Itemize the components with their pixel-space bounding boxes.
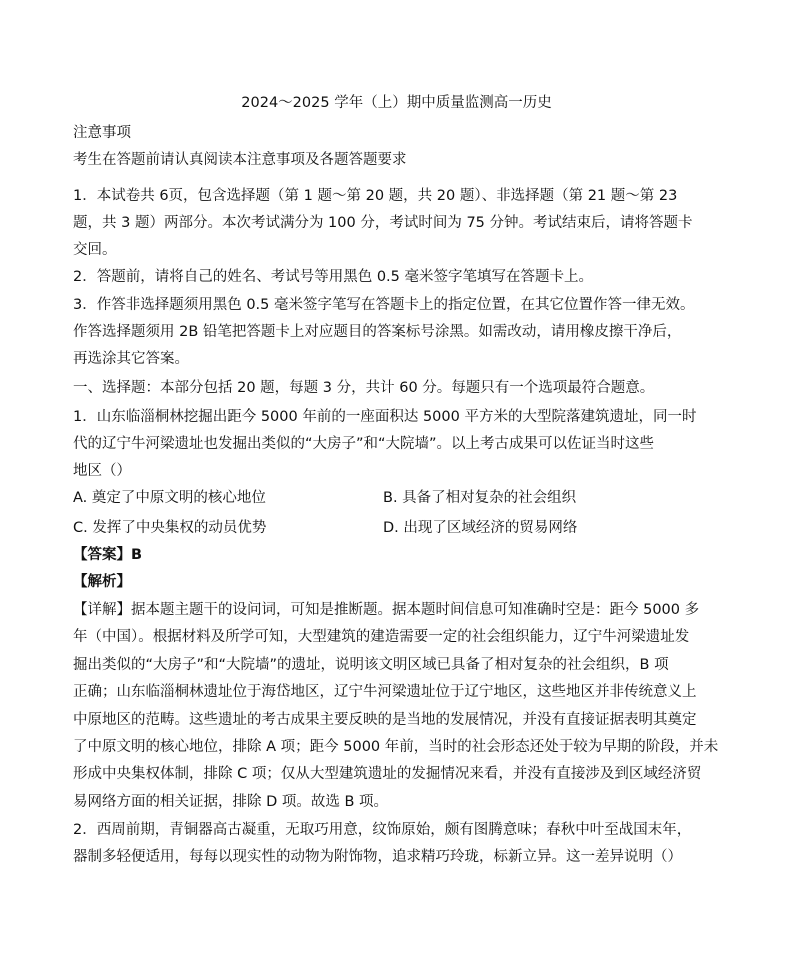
question-stem-line: 器制多轻便适用，每每以现实性的动物为附饰物，追求精巧玲珑，标新立异。这一差异说明（） xyxy=(73,849,682,865)
answer-label: 【答案】B xyxy=(73,547,143,563)
question-stem-line: 2．西周前期，青铜器高古凝重，无取巧用意，纹饰原始，颇有图腾意味；春秋中叶至战国末年， xyxy=(73,822,692,838)
analysis-line: 形成中央集权体制，排除 C 项；仅从大型建筑遗址的发掘情况来看，并没有直接涉及到区域经济贸 xyxy=(73,766,702,782)
analysis-heading: 【解析】 xyxy=(73,574,131,590)
question-stem-line: 代的辽宁牛河梁遗址也发掘出类似的“大房子”和“大院墙”。以上考古成果可以佐证当时这些 xyxy=(73,436,655,452)
document-title: 2024～2025 学年（上）期中质量监测高一历史 xyxy=(241,95,552,111)
option-b: B. 具备了相对复杂的社会组织 xyxy=(383,490,577,506)
instruction-line: 交回。 xyxy=(73,242,117,258)
analysis-line: 掘出类似的“大房子”和“大院墙”的遗址，说明该文明区域已具备了相对复杂的社会组织，B 项 xyxy=(73,657,669,673)
analysis-line: 易网络方面的相关证据，排除 D 项。故选 B 项。 xyxy=(73,794,389,810)
analysis-line: 中原地区的范畴。这些遗址的考古成果主要反映的是当地的发展情况，并没有直接证据表明其奠定 xyxy=(73,712,697,728)
section-heading: 一、选择题：本部分包括 20 题，每题 3 分，共计 60 分。每题只有一个选项最符合题意。 xyxy=(73,380,655,396)
instruction-line: 1．本试卷共 6页，包含选择题（第 1 题～第 20 题，共 20 题）、非选择题（第 21 题～第 23 xyxy=(73,188,678,204)
analysis-line: 正确；山东临淄桐林遗址位于海岱地区，辽宁牛河梁遗址位于辽宁地区，这些地区并非传统意义上 xyxy=(73,684,697,700)
notice-heading: 注意事项 xyxy=(73,125,131,141)
option-c: C. 发挥了中央集权的动员优势 xyxy=(73,520,267,536)
analysis-line: 了中原文明的核心地位，排除 A 项；距今 5000 年前，当时的社会形态还处于较为早期的阶段，并未 xyxy=(73,739,719,755)
instruction-line: 作答选择题须用 2B 铅笔把答题卡上对应题目的答案标号涂黑。如需改动，请用橡皮擦干净后， xyxy=(73,324,682,340)
question-stem-line: 地区（） xyxy=(73,463,131,479)
instruction-line: 题，共 3 题）两部分。本次考试满分为 100 分，考试时间为 75 分钟。考试结束后，请将答题卡 xyxy=(73,215,693,231)
notice-intro: 考生在答题前请认真阅读本注意事项及各题答题要求 xyxy=(73,152,407,168)
analysis-line: 【详解】据本题主题干的设问词，可知是推断题。据本题时间信息可知准确时空是：距今 5000 多 xyxy=(73,602,700,618)
instruction-line: 再选涂其它答案。 xyxy=(73,351,189,367)
option-a: A. 奠定了中原文明的核心地位 xyxy=(73,490,266,506)
option-d: D. 出现了区域经济的贸易网络 xyxy=(383,520,578,536)
instruction-line: 3．作答非选择题须用黑色 0.5 毫米签字笔写在答题卡上的指定位置，在其它位置作答一律无效。 xyxy=(73,297,695,313)
analysis-line: 年（中国）。根据材料及所学可知，大型建筑的建造需要一定的社会组织能力，辽宁牛河梁遗址发 xyxy=(73,629,690,645)
instruction-line: 2．答题前，请将自己的姓名、考试号等用黑色 0.5 毫米签字笔填写在答题卡上。 xyxy=(73,269,594,285)
question-stem-line: 1．山东临淄桐林挖掘出距今 5000 年前的一座面积达 5000 平方米的大型院落建筑遗址，同一时 xyxy=(73,409,697,425)
